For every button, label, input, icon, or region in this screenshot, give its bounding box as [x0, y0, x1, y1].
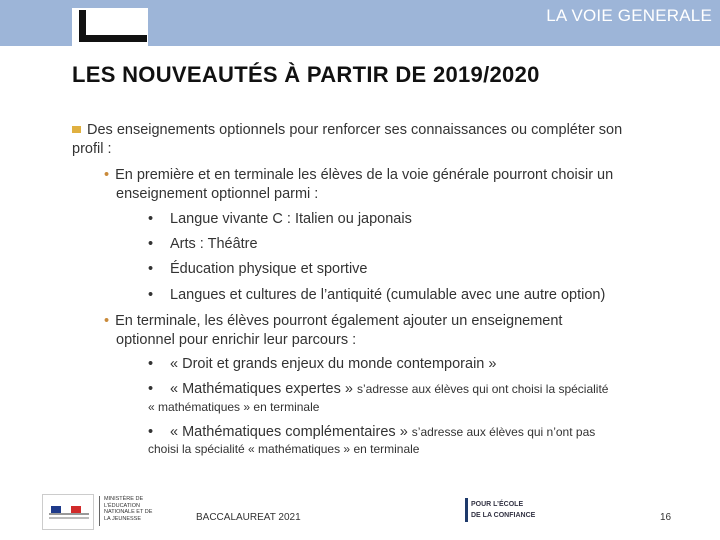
list-item-continuation: choisi la spécialité « mathématiques » en terminale — [148, 442, 420, 456]
list-item: • Éducation physique et sportive — [148, 261, 368, 277]
banner-title: LA VOIE GENERALE — [546, 6, 712, 25]
list-item: • Arts : Théâtre — [148, 236, 258, 252]
dot-bullet-icon: • — [104, 313, 110, 329]
ministry-logo — [42, 494, 152, 528]
confiance-badge — [465, 498, 549, 522]
section2-bullet — [104, 312, 694, 350]
list-item-continuation: « mathématiques » en terminale — [148, 400, 320, 414]
footer-title: BACCALAUREAT 2021 — [196, 512, 301, 523]
square-bullet-icon — [72, 126, 81, 133]
list-item: • Langue vivante C : Italien ou japonais — [148, 211, 412, 227]
republic-logo-icon — [42, 494, 94, 530]
intro-bullet — [72, 121, 702, 159]
page-title: LES NOUVEAUTÉS À PARTIR DE 2019/2020 — [72, 62, 540, 87]
section2-line1: En terminale, les élèves pourront également ajouter un enseignement — [115, 313, 563, 329]
intro-line1: Des enseignements optionnels pour renforcer ses connaissances ou compléter son — [87, 122, 623, 138]
badge-line2: DE LA CONFIANCE — [471, 512, 536, 519]
header-banner — [0, 0, 720, 46]
badge-line1: POUR L’ÉCOLE — [471, 501, 524, 508]
list-item: • « Droit et grands enjeux du monde contemporain » — [148, 356, 497, 372]
section1-bullet — [104, 166, 694, 204]
section1-line2: enseignement optionnel parmi : — [116, 186, 319, 202]
ministry-name: MINISTÈRE DE L’ÉDUCATION NATIONALE ET DE LA JEUNESSE — [104, 496, 153, 522]
list-item: • Langues et cultures de l’antiquité (cumulable avec une autre option) — [148, 287, 606, 303]
corner-logo — [72, 8, 148, 46]
section1-line1: En première et en terminale les élèves de la voie générale pourront choisir un — [115, 167, 614, 183]
page-number: 16 — [660, 512, 672, 523]
dot-bullet-icon: • — [104, 167, 110, 183]
intro-line2: profil : — [72, 141, 112, 157]
list-item: • « Mathématiques expertes » s’adresse aux élèves qui ont choisi la spécialité — [148, 381, 609, 397]
list-item: • « Mathématiques complémentaires » s’adresse aux élèves qui n’ont pas — [148, 424, 596, 440]
section2-line2: optionnel pour enrichir leur parcours : — [116, 332, 357, 348]
